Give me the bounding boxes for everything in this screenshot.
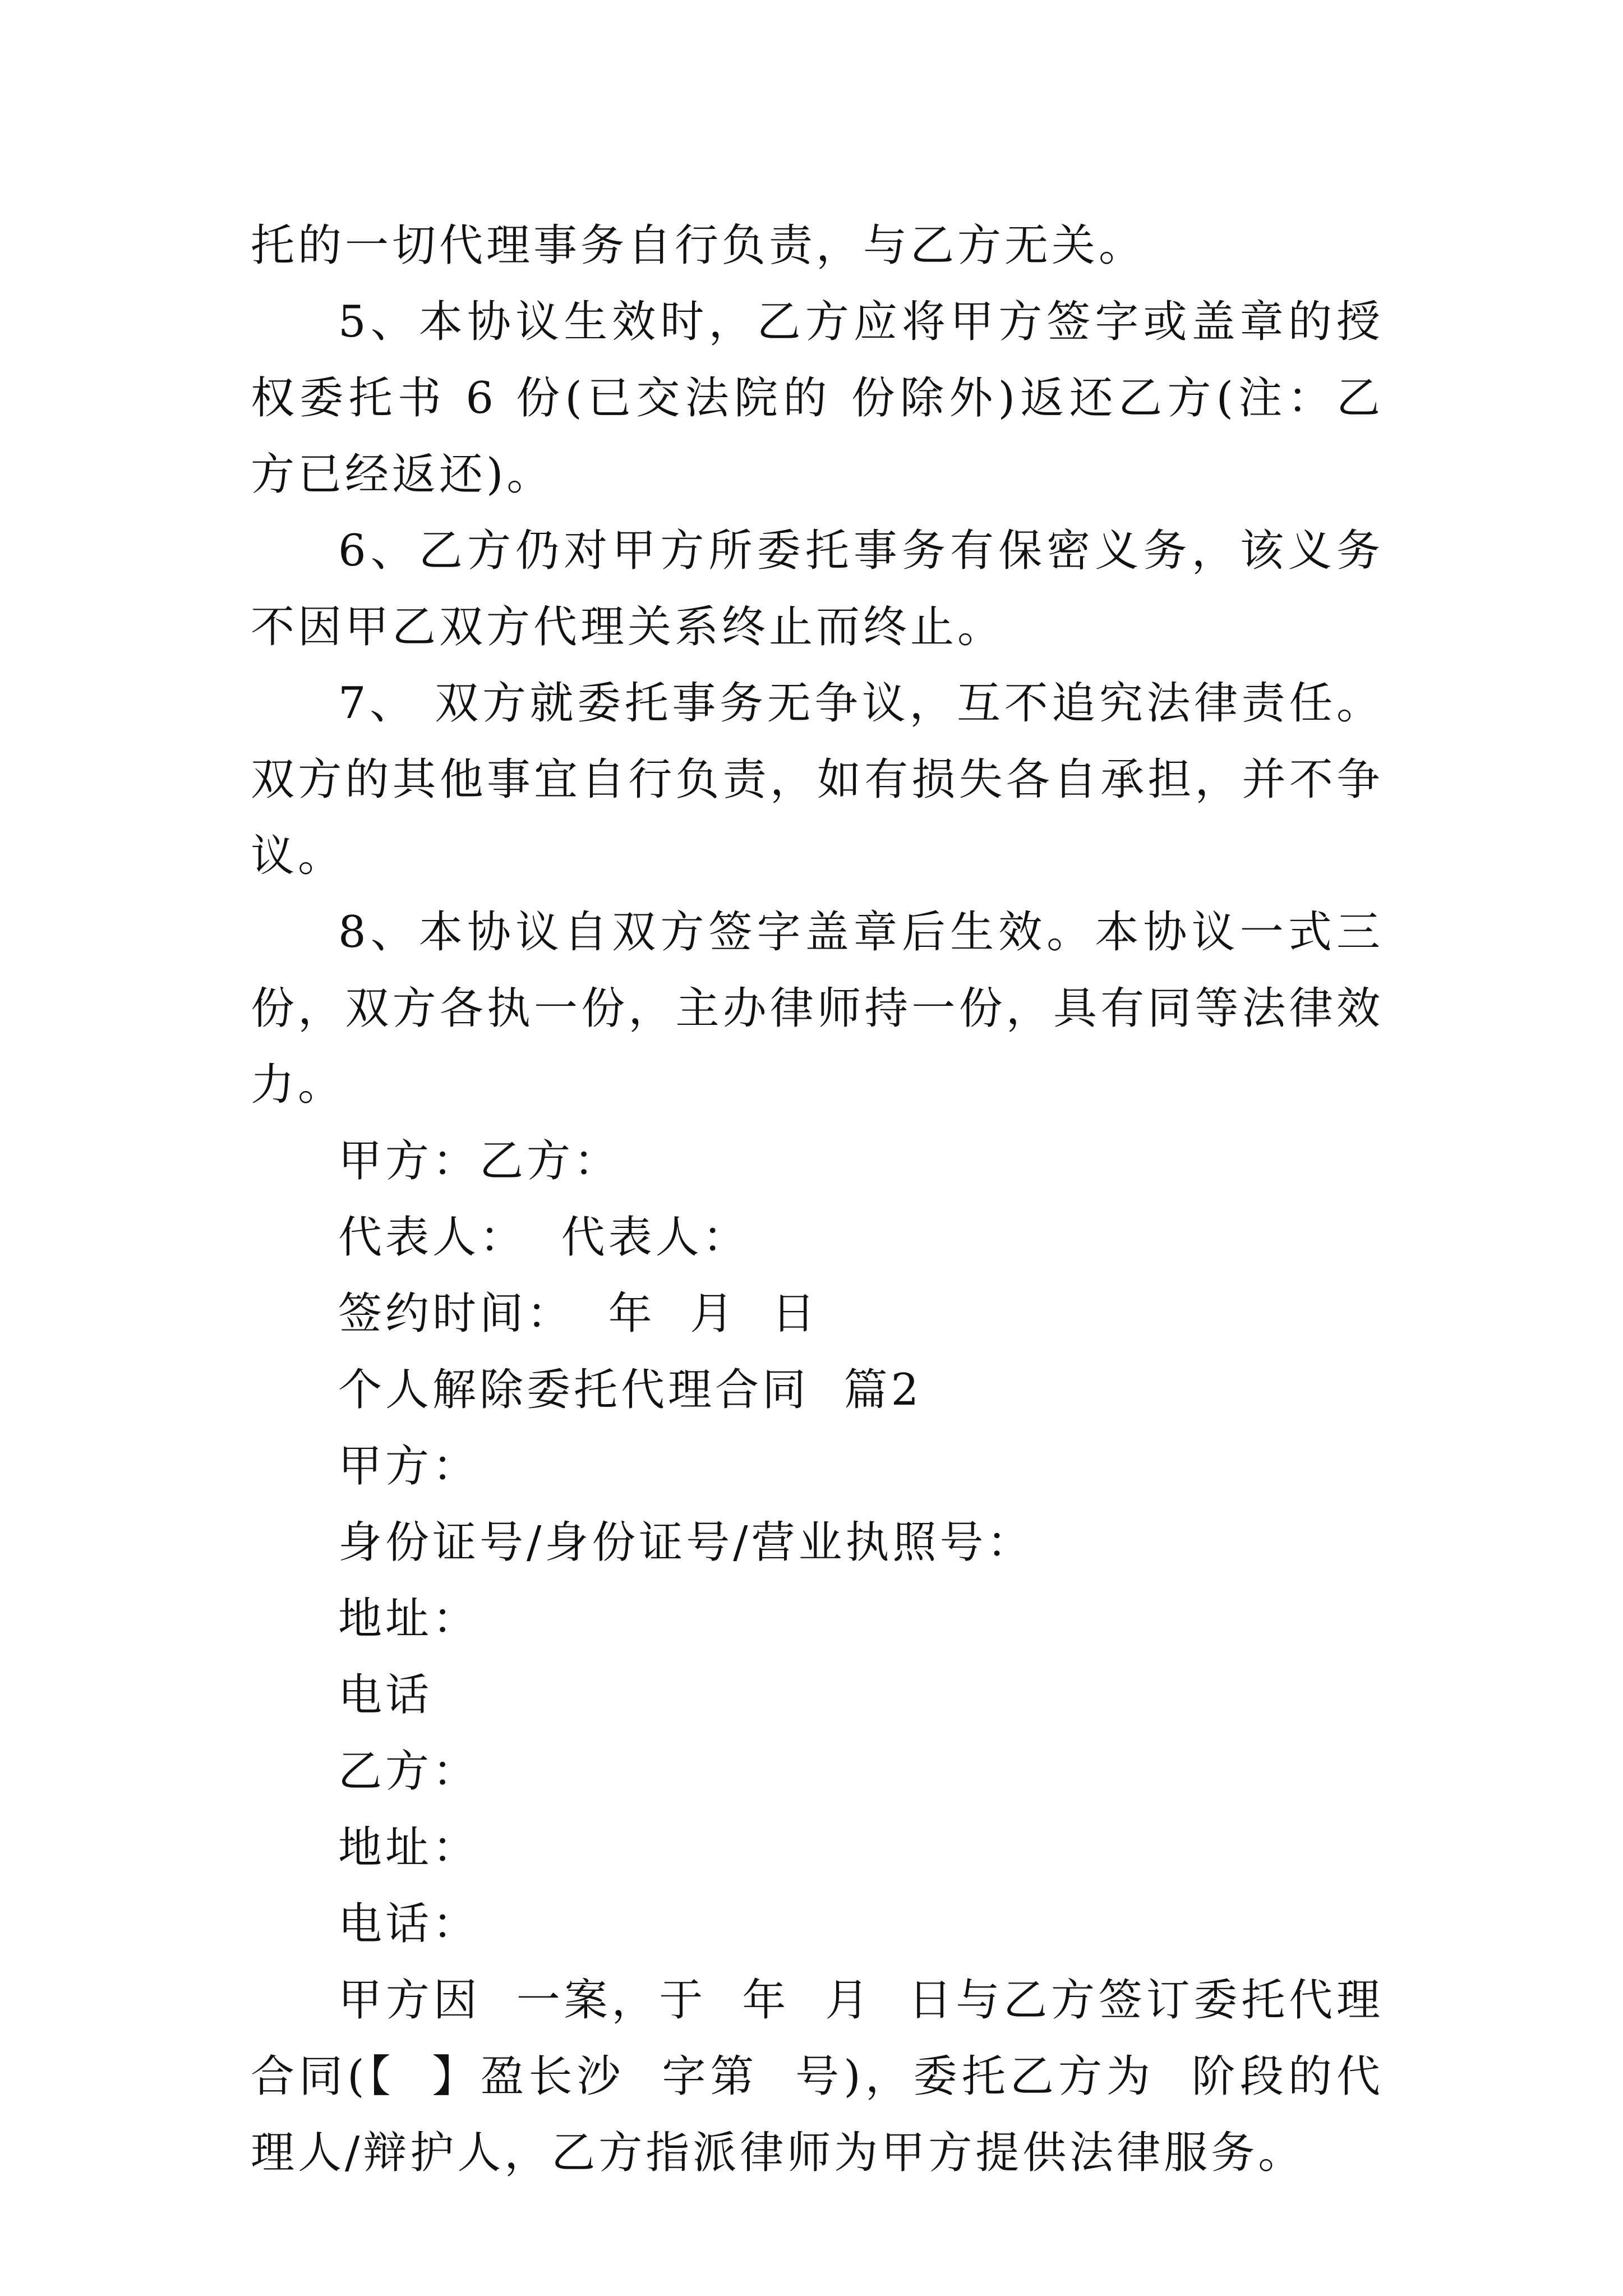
party-b-label: 乙方： <box>338 1746 480 1797</box>
party-b-address-label: 地址： <box>338 1823 480 1873</box>
clause-6: 6、乙方仍对甲方所委托事务有保密义务，该义务不因甲乙双方代理关系终止而终止。 <box>251 526 1384 652</box>
signature-representatives: 代表人： 代表人： <box>338 1212 750 1263</box>
document-body <box>251 208 1384 2191</box>
party-a-address-label: 地址： <box>338 1594 480 1644</box>
clause-7: 7、 双方就委托事务无争议，互不追究法律责任。双方的其他事宜自行负责，如有损失各自承担，并不争议。 <box>251 678 1384 881</box>
party-a-label: 甲方： <box>338 1441 480 1492</box>
party-a-phone-label: 电话 <box>338 1670 433 1720</box>
party-b-phone-label: 电话： <box>338 1899 480 1949</box>
clause-5: 5、本协议生效时，乙方应将甲方签字或盖章的授权委托书 6 份(已交法院的 份除外)返还乙方(注：乙方已经返还)。 <box>251 297 1384 500</box>
signature-date: 签约时间： 年 月 日 <box>338 1289 819 1339</box>
paragraph-continuation: 托的一切代理事务自行负责，与乙方无关。 <box>251 220 1146 271</box>
signature-parties: 甲方：乙方： <box>338 1136 621 1186</box>
section-title: 个人解除委托代理合同 篇2 <box>338 1365 923 1415</box>
party-a-id-label: 身份证号/身份证号/营业执照号： <box>338 1517 1034 1568</box>
contract-background-paragraph: 甲方因 一案，于 年 月 日与乙方签订委托代理合同(【 】盈长沙 字第 号)，委托乙方为 阶段的代理人/辩护人，乙方指派律师为甲方提供法律服务。 <box>251 1975 1384 2178</box>
clause-8: 8、本协议自双方签字盖章后生效。本协议一式三份，双方各执一份，主办律师持一份，具有同等法律效力。 <box>251 907 1384 1110</box>
